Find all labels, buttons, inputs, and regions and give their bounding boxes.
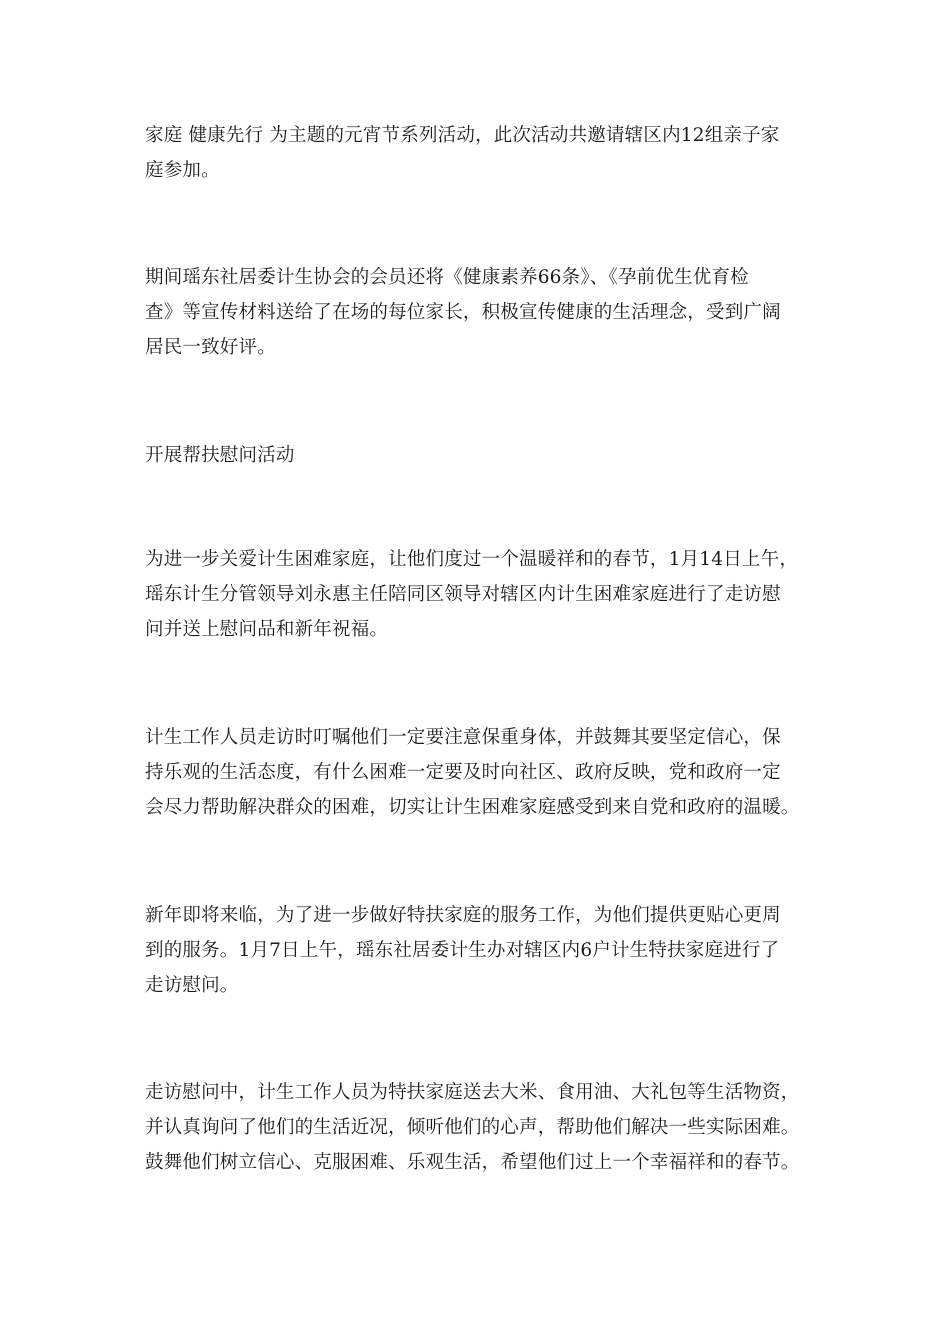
text-line: 会尽力帮助解决群众的困难，切实让计生困难家庭感受到来自党和政府的温暖。: [145, 797, 800, 818]
text-line: 计生工作人员走访时叮嘱他们一定要注意保重身体，并鼓舞其要坚定信心，保: [145, 727, 781, 748]
paragraph-supplies-delivery: [145, 1075, 815, 1180]
text-line: 并认真询问了他们的生活近况，倾听他们的心声，帮助他们解决一些实际困难。: [145, 1117, 800, 1138]
text-line: 为进一步关爱计生困难家庭，让他们度过一个温暖祥和的春节，1月14日上午，: [145, 549, 799, 570]
text-line: 持乐观的生活态度，有什么困难一定要及时向社区、政府反映，党和政府一定: [145, 762, 781, 783]
section-heading-assistance: [145, 438, 815, 473]
text-line: 瑶东计生分管领导刘永惠主任陪同区领导对辖区内计生困难家庭进行了走访慰: [145, 584, 781, 605]
text-line: 家庭 健康先行 为主题的元宵节系列活动，此次活动共邀请辖区内12组亲子家: [145, 125, 780, 146]
paragraph-new-year-service: [145, 898, 815, 1003]
paragraph-health-materials: [145, 260, 815, 365]
text-line: 查》等宣传材料送给了在场的每位家长，积极宣传健康的生活理念，受到广阔: [145, 302, 781, 323]
text-line: 居民一致好评。: [145, 337, 276, 358]
text-line: 鼓舞他们树立信心、克服困难、乐观生活，希望他们过上一个幸福祥和的春节。: [145, 1152, 800, 1173]
text-line: 期间瑶东社居委计生协会的会员还将《健康素养66条》、《孕前优生优育检: [145, 267, 749, 288]
paragraph-lantern-festival-activity: [145, 118, 815, 188]
text-line: 问并送上慰问品和新年祝福。: [145, 619, 389, 640]
text-line: 走访慰问。: [145, 975, 239, 996]
text-line: 开展帮扶慰问活动: [145, 445, 295, 466]
paragraph-visit-difficult-families: [145, 542, 815, 647]
paragraph-staff-encouragement: [145, 720, 815, 825]
text-line: 走访慰问中，计生工作人员为特扶家庭送去大米、食用油、大礼包等生活物资，: [145, 1082, 800, 1103]
text-line: 新年即将来临，为了进一步做好特扶家庭的服务工作，为他们提供更贴心更周: [145, 905, 781, 926]
text-line: 庭参加。: [145, 160, 220, 181]
text-line: 到的服务。1月7日上午，瑶东社居委计生办对辖区内6户计生特扶家庭进行了: [145, 940, 780, 961]
